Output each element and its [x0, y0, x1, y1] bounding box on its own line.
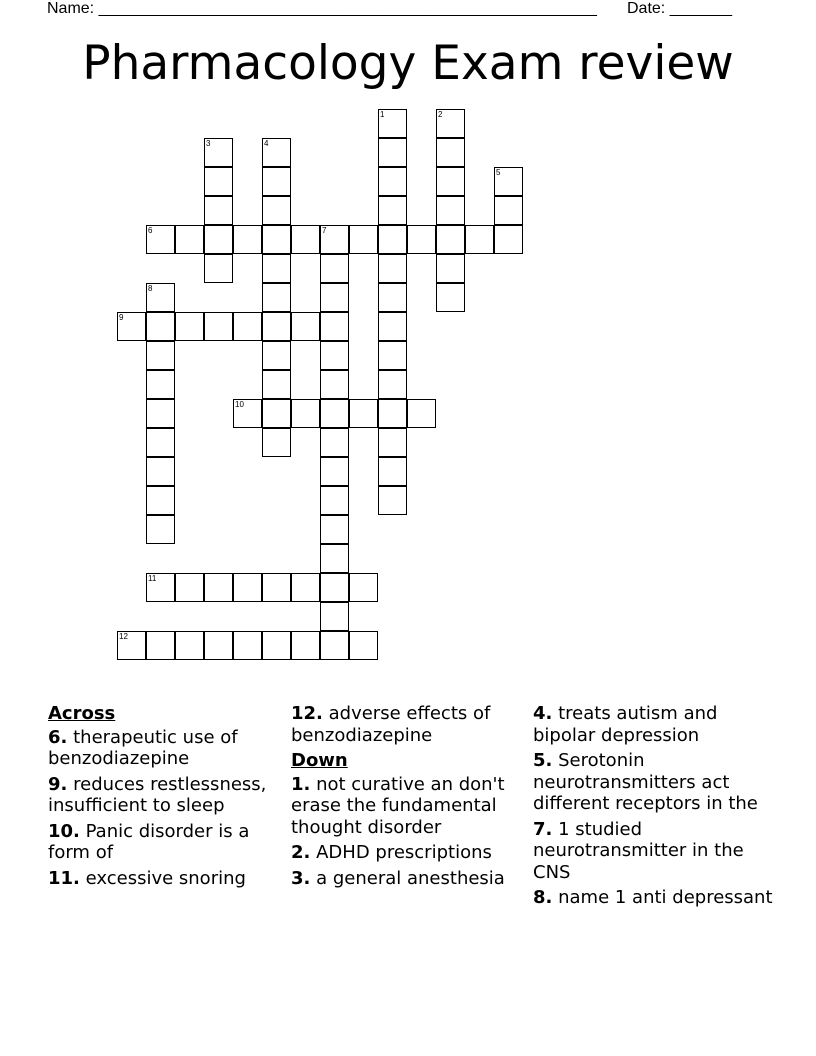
clue-across-10 [48, 821, 273, 864]
grid-cell[interactable] [146, 428, 175, 457]
grid-cell[interactable] [320, 428, 349, 457]
grid-cell[interactable] [320, 573, 349, 602]
grid-cell[interactable] [436, 225, 465, 254]
grid-cell[interactable] [436, 254, 465, 283]
grid-cell[interactable] [262, 138, 291, 167]
clue-text: excessive snoring [85, 867, 246, 889]
grid-cell[interactable] [204, 196, 233, 225]
clue-text: a general anesthesia [316, 867, 505, 889]
grid-cell[interactable] [320, 515, 349, 544]
grid-cell[interactable] [175, 312, 204, 341]
clue-text: not curative an don't erase the fundamental thought disorder [291, 773, 505, 838]
grid-cell[interactable] [320, 544, 349, 573]
grid-cell[interactable] [494, 196, 523, 225]
cell-number: 7 [322, 226, 327, 235]
grid-cell[interactable] [349, 399, 378, 428]
cell-number: 8 [148, 284, 153, 293]
grid-cell[interactable] [233, 399, 262, 428]
clue-down-5 [533, 750, 773, 815]
grid-cell[interactable] [320, 341, 349, 370]
grid-cell[interactable] [204, 254, 233, 283]
grid-cell[interactable] [436, 196, 465, 225]
grid-cell[interactable] [146, 283, 175, 312]
cell-number: 5 [496, 168, 501, 177]
cell-number: 3 [206, 139, 211, 148]
grid-cell[interactable] [262, 399, 291, 428]
clue-text: Panic disorder is a form of [48, 820, 250, 863]
clues-column-3 [533, 703, 773, 913]
clue-down-4 [533, 703, 773, 746]
grid-cell[interactable] [146, 312, 175, 341]
grid-cell[interactable] [146, 486, 175, 515]
grid-cell[interactable] [291, 573, 320, 602]
clue-down-1 [291, 774, 516, 839]
grid-cell[interactable] [233, 573, 262, 602]
grid-cell[interactable] [262, 196, 291, 225]
grid-cell[interactable] [320, 254, 349, 283]
down-heading: Down [291, 750, 348, 771]
clue-number: 7. [533, 818, 553, 840]
clue-down-3 [291, 868, 516, 890]
grid-cell[interactable] [320, 283, 349, 312]
grid-cell[interactable] [204, 312, 233, 341]
grid-cell[interactable] [117, 631, 146, 660]
clue-number: 12. [291, 703, 323, 724]
page-title: Pharmacology Exam review [82, 36, 734, 91]
grid-cell[interactable] [378, 283, 407, 312]
grid-cell[interactable] [378, 457, 407, 486]
grid-cell[interactable] [291, 399, 320, 428]
grid-cell[interactable] [233, 631, 262, 660]
grid-cell[interactable] [262, 225, 291, 254]
grid-cell[interactable] [349, 225, 378, 254]
clue-text: therapeutic use of benzodiazepine [48, 726, 238, 769]
grid-cell[interactable] [262, 370, 291, 399]
grid-cell[interactable] [320, 399, 349, 428]
clue-text: name 1 anti depressant [558, 887, 773, 908]
grid-cell[interactable] [233, 225, 262, 254]
grid-cell[interactable] [349, 631, 378, 660]
grid-cell[interactable] [175, 225, 204, 254]
cell-number: 6 [148, 226, 153, 235]
clue-number: 10. [48, 820, 80, 842]
grid-cell[interactable] [262, 167, 291, 196]
grid-cell[interactable] [146, 341, 175, 370]
grid-cell[interactable] [262, 573, 291, 602]
cell-number: 1 [380, 110, 385, 119]
clue-across-12 [291, 703, 516, 746]
grid-cell[interactable] [436, 283, 465, 312]
grid-cell[interactable] [320, 370, 349, 399]
clue-text: treats autism and bipolar depression [533, 703, 718, 746]
grid-cell[interactable] [146, 370, 175, 399]
clue-down-2 [291, 842, 516, 864]
grid-cell[interactable] [320, 225, 349, 254]
cell-number: 10 [235, 400, 244, 409]
grid-cell[interactable] [465, 225, 494, 254]
grid-cell[interactable] [494, 225, 523, 254]
clue-text: Serotonin neurotransmitters act different receptors in the [533, 750, 758, 814]
grid-cell[interactable] [378, 225, 407, 254]
grid-cell[interactable] [378, 312, 407, 341]
clues-column-1 [48, 703, 273, 893]
grid-cell[interactable] [204, 631, 233, 660]
clue-number: 11. [48, 867, 80, 889]
across-heading: Across [48, 703, 116, 724]
clue-number: 9. [48, 773, 68, 795]
grid-cell[interactable] [320, 631, 349, 660]
clue-text: ADHD prescriptions [316, 842, 492, 863]
grid-cell[interactable] [146, 399, 175, 428]
grid-cell[interactable] [117, 312, 146, 341]
grid-cell[interactable] [407, 399, 436, 428]
grid-cell[interactable] [494, 167, 523, 196]
clue-number: 1. [291, 773, 311, 795]
clue-down-8 [533, 887, 773, 909]
clue-across-9 [48, 774, 273, 817]
grid-cell[interactable] [378, 370, 407, 399]
grid-cell[interactable] [378, 196, 407, 225]
grid-cell[interactable] [436, 167, 465, 196]
cell-number: 11 [148, 574, 157, 583]
clue-text: 1 studied neurotransmitter in the CNS [533, 818, 744, 883]
grid-cell[interactable] [262, 283, 291, 312]
date-field-label: Date: _______ [627, 0, 732, 17]
clue-text: adverse effects of benzodiazepine [291, 703, 491, 746]
clue-number: 8. [533, 887, 553, 908]
grid-cell[interactable] [378, 167, 407, 196]
grid-cell[interactable] [146, 515, 175, 544]
grid-cell[interactable] [146, 573, 175, 602]
grid-cell[interactable] [378, 341, 407, 370]
clue-number: 4. [533, 703, 553, 724]
grid-cell[interactable] [262, 341, 291, 370]
grid-cell[interactable] [146, 631, 175, 660]
grid-cell[interactable] [146, 225, 175, 254]
grid-cell[interactable] [436, 138, 465, 167]
grid-cell[interactable] [320, 457, 349, 486]
grid-cell[interactable] [204, 138, 233, 167]
grid-cell[interactable] [291, 631, 320, 660]
grid-cell[interactable] [378, 254, 407, 283]
grid-cell[interactable] [204, 573, 233, 602]
grid-cell[interactable] [378, 138, 407, 167]
grid-cell[interactable] [407, 225, 436, 254]
grid-cell[interactable] [175, 631, 204, 660]
grid-cell[interactable] [233, 312, 262, 341]
grid-cell[interactable] [320, 602, 349, 631]
clues-column-2 [291, 703, 516, 893]
grid-cell[interactable] [204, 225, 233, 254]
grid-cell[interactable] [320, 486, 349, 515]
clue-number: 2. [291, 842, 311, 863]
grid-cell[interactable] [349, 573, 378, 602]
grid-cell[interactable] [204, 167, 233, 196]
name-field-label: Name: ________________________________________________________ [47, 0, 597, 17]
cell-number: 2 [438, 110, 443, 119]
grid-cell[interactable] [291, 312, 320, 341]
grid-cell[interactable] [262, 631, 291, 660]
grid-cell[interactable] [378, 486, 407, 515]
grid-cell[interactable] [378, 399, 407, 428]
clue-text: reduces restlessness, insufficient to sleep [48, 773, 267, 816]
clue-number: 3. [291, 867, 311, 889]
cell-number: 12 [119, 632, 128, 641]
grid-cell[interactable] [175, 573, 204, 602]
grid-cell[interactable] [320, 312, 349, 341]
grid-cell[interactable] [436, 109, 465, 138]
grid-cell[interactable] [262, 428, 291, 457]
cell-number: 4 [264, 139, 269, 148]
grid-cell[interactable] [262, 254, 291, 283]
grid-cell[interactable] [378, 428, 407, 457]
clue-number: 6. [48, 726, 68, 748]
grid-cell[interactable] [291, 225, 320, 254]
grid-cell[interactable] [378, 109, 407, 138]
clue-across-11 [48, 868, 273, 890]
clue-number: 5. [533, 750, 553, 771]
cell-number: 9 [119, 313, 124, 322]
grid-cell[interactable] [146, 457, 175, 486]
clue-across-6 [48, 727, 273, 770]
grid-cell[interactable] [262, 312, 291, 341]
clue-down-7 [533, 819, 773, 884]
